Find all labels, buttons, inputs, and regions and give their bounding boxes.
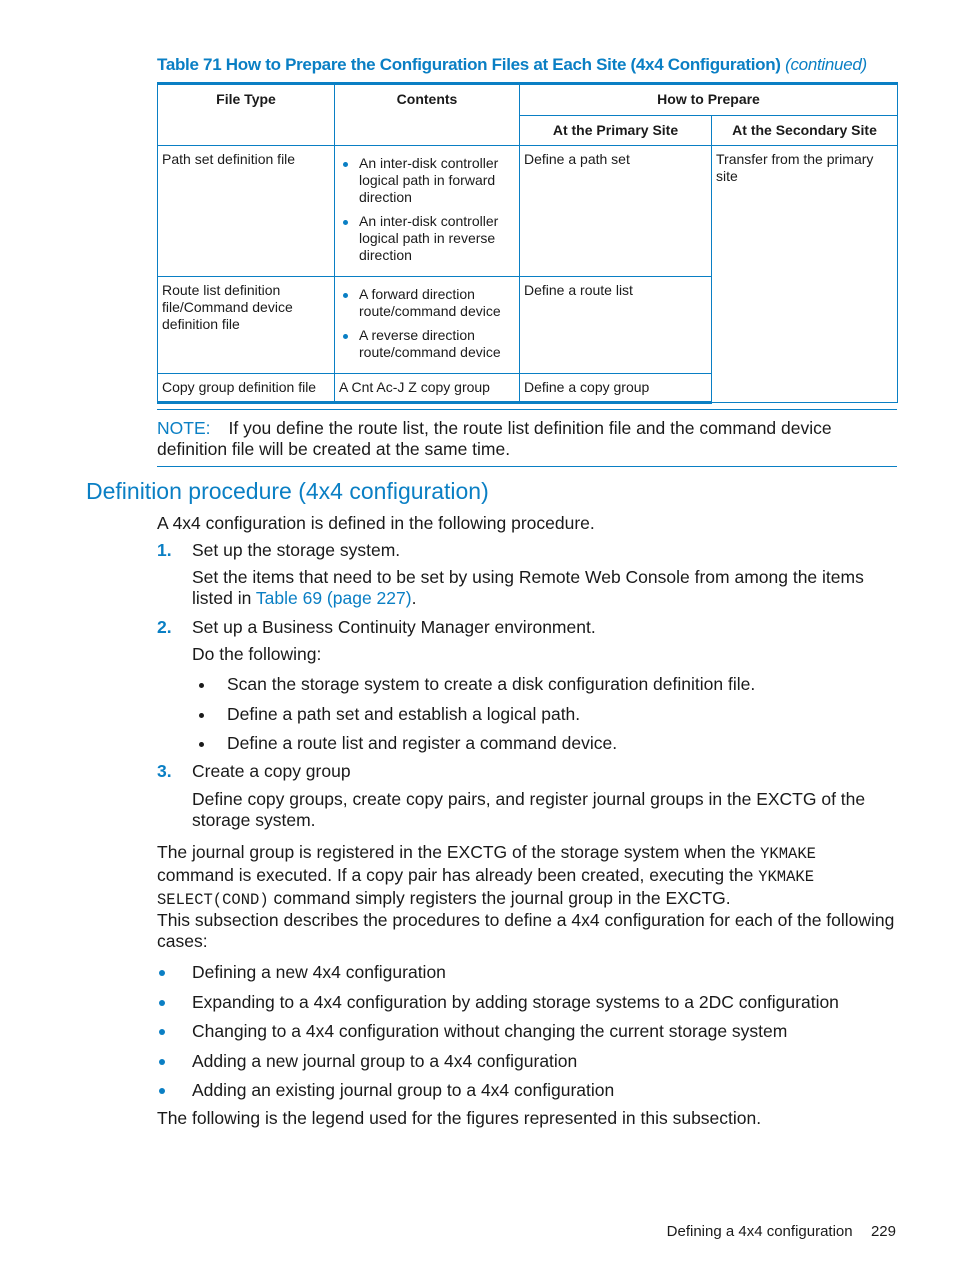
- bullet-icon: [199, 713, 204, 718]
- note-label: NOTE:: [157, 418, 211, 438]
- cell-contents: [335, 277, 520, 374]
- table-caption-continued: (continued): [785, 55, 867, 74]
- step-1-title: Set up the storage system.: [192, 540, 401, 560]
- table-row: [158, 146, 898, 277]
- step-1-body-end: .: [411, 588, 417, 608]
- paragraph-legend: The following is the legend used for the figures represented in this subsection.: [157, 1108, 762, 1128]
- cell-file-type: Route list definition file/Command device definition file: [158, 277, 335, 374]
- list-item: An inter-disk controller logical path in reverse direction: [359, 213, 515, 264]
- paragraph-text: The journal group is registered in the EXCTG of the storage system when the: [157, 842, 756, 862]
- footer-section: Defining a 4x4 configuration: [666, 1223, 853, 1240]
- note-box: [157, 409, 897, 467]
- code-ykmake: YKMAKE: [760, 845, 816, 863]
- bullet-icon: [159, 970, 165, 976]
- cell-secondary-site: Transfer from the primary site: [712, 146, 898, 403]
- section-intro: A 4x4 configuration is defined in the following procedure.: [157, 513, 595, 533]
- bullet-icon: [159, 1029, 165, 1035]
- step-1-number: 1.: [157, 540, 172, 560]
- paragraph-text: command is executed. If a copy pair has already been created, executing the: [157, 865, 754, 885]
- note-text: If you define the route list, the route list definition file and the command device definition file will be created at the same time.: [157, 418, 832, 459]
- section-title: Definition procedure (4x4 configuration): [86, 478, 489, 504]
- page-footer: [667, 1223, 896, 1240]
- step-3-title: Create a copy group: [192, 761, 351, 781]
- step-2-bullet: Define a route list and register a command device.: [227, 733, 618, 753]
- cell-primary-site: Define a path set: [520, 146, 712, 277]
- contents-list: [339, 155, 515, 264]
- list-item: A forward direction route/command device: [359, 286, 515, 320]
- page-number: 229: [870, 1223, 896, 1240]
- step-2-title: Set up a Business Continuity Manager environment.: [192, 617, 596, 637]
- case-item: Expanding to a 4x4 configuration by adding storage systems to a 2DC configuration: [192, 992, 839, 1012]
- step-3-body: Define copy groups, create copy pairs, and register journal groups in the EXCTG of the storage system.: [192, 789, 866, 830]
- step-1-body-text: Set the items that need to be set by using Remote Web Console from among the items listed in: [192, 567, 864, 608]
- step-2-bullet: Define a path set and establish a logical path.: [227, 704, 581, 724]
- bullet-icon: [199, 742, 204, 747]
- table-69-link[interactable]: Table 69 (page 227): [255, 588, 412, 608]
- header-contents: Contents: [335, 84, 520, 146]
- cell-contents: A Cnt Ac-J Z copy group: [335, 374, 520, 403]
- header-primary-site: At the Primary Site: [520, 115, 712, 146]
- code-ykmake-select: YKMAKE SELECT(COND): [157, 868, 815, 909]
- step-2-body: Do the following:: [192, 644, 322, 664]
- paragraph-cases-intro: This subsection describes the procedures to define a 4x4 configuration for each of the following cases:: [157, 910, 895, 951]
- table-caption-title: Table 71 How to Prepare the Configuration Files at Each Site (4x4 Configuration): [157, 55, 781, 74]
- case-item: Changing to a 4x4 configuration without changing the current storage system: [192, 1021, 788, 1041]
- header-how-to-prepare: How to Prepare: [520, 84, 898, 116]
- step-2-bullet: Scan the storage system to create a disk configuration definition file.: [227, 674, 756, 694]
- bullet-icon: [199, 683, 204, 688]
- cell-file-type: Path set definition file: [158, 146, 335, 277]
- step-2-number: 2.: [157, 617, 172, 637]
- contents-list: [339, 286, 515, 361]
- case-item: Adding an existing journal group to a 4x4 configuration: [192, 1080, 615, 1100]
- bullet-icon: [159, 1088, 165, 1094]
- case-item: Adding a new journal group to a 4x4 configuration: [192, 1051, 578, 1071]
- cell-contents: [335, 146, 520, 277]
- table-caption: [157, 55, 867, 75]
- paragraph-ykmake: [157, 842, 897, 911]
- bullet-icon: [159, 1000, 165, 1006]
- cell-primary-site: Define a copy group: [520, 374, 712, 403]
- list-item: An inter-disk controller logical path in forward direction: [359, 155, 515, 206]
- header-secondary-site: At the Secondary Site: [712, 115, 898, 146]
- step-1-body: [192, 567, 897, 609]
- list-item: A reverse direction route/command device: [359, 327, 515, 361]
- step-3-number: 3.: [157, 761, 172, 781]
- cell-file-type: Copy group definition file: [158, 374, 335, 403]
- header-file-type: File Type: [158, 84, 335, 146]
- case-item: Defining a new 4x4 configuration: [192, 962, 446, 982]
- config-files-table: [157, 82, 898, 404]
- cell-primary-site: Define a route list: [520, 277, 712, 374]
- paragraph-text: command simply registers the journal group in the EXCTG.: [273, 888, 731, 908]
- bullet-icon: [159, 1059, 165, 1065]
